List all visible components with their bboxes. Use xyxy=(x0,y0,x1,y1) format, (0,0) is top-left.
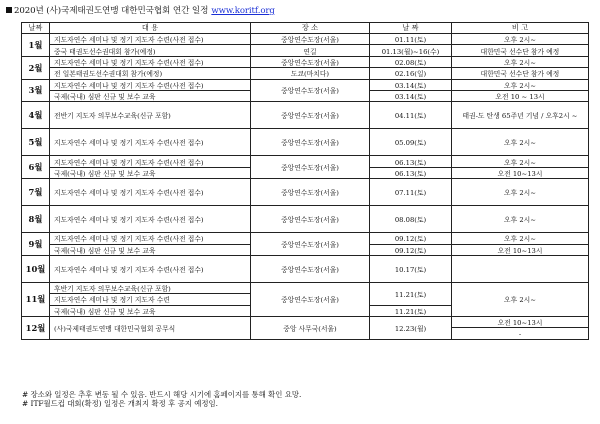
content-cell: 전반기 지도자 의무보수교육(신규 포함) xyxy=(50,102,251,129)
content-cell: 지도자연수 세미나 및 정기 지도자 수련(사전 접수) xyxy=(50,255,251,282)
content-cell: 국제(국내) 심판 신규 및 보수 교육 xyxy=(50,167,251,178)
table-row xyxy=(22,206,589,233)
content-cell: 국제(국내) 심판 신규 및 보수 교육 xyxy=(50,244,251,255)
date-cell: 01.11(토) xyxy=(370,34,452,45)
date-cell: 12.23(월) xyxy=(370,317,452,340)
content-cell: 중국 태권도선수권대회 참가(예정) xyxy=(50,45,251,56)
month-cell: 1월 xyxy=(22,34,50,57)
remarks-cell: 오후 2시~ xyxy=(452,79,589,90)
content-cell: 지도자연수 세미나 및 정기 지도자 수련(사전 접수) xyxy=(50,56,251,67)
month-cell: 6월 xyxy=(22,156,50,179)
remarks-cell: 대한민국 선수단 참가 예정 xyxy=(452,45,589,56)
month-cell: 8월 xyxy=(22,206,50,233)
date-cell: 05.09(토) xyxy=(370,129,452,156)
date-cell: 10.17(토) xyxy=(370,255,452,282)
place-cell: 중앙연수도장(서울) xyxy=(251,79,370,102)
month-cell: 9월 xyxy=(22,233,50,256)
header-place: 장 소 xyxy=(251,23,370,34)
remarks-cell: 오후 2시~ xyxy=(452,179,589,206)
header-month: 날짜 xyxy=(22,23,50,34)
place-cell: 중앙연수도장(서울) xyxy=(251,56,370,67)
content-cell: 지도자연수 세미나 및 정기 지도자 수련(사전 접수) xyxy=(50,79,251,90)
footnote-line: # ITF월드컵 대회(확정) 일정은 개최지 확정 후 공지 예정임. xyxy=(22,399,219,409)
date-cell: 01.13(월)~16(수) xyxy=(370,45,452,56)
remarks-cell: 오전 10~13시 xyxy=(452,317,589,328)
table-row xyxy=(22,129,589,156)
place-cell: 연길 xyxy=(251,45,370,56)
header-remarks: 비 고 xyxy=(452,23,589,34)
month-cell: 7월 xyxy=(22,179,50,206)
place-cell: 중앙연수도장(서울) xyxy=(251,102,370,129)
content-cell: 지도자연수 세미나 및 정기 지도자 수련(사전 접수) xyxy=(50,179,251,206)
date-cell: 07.11(토) xyxy=(370,179,452,206)
month-cell: 12월 xyxy=(22,317,50,340)
date-cell: 11.21(토) xyxy=(370,305,452,316)
square-bullet-icon xyxy=(6,7,12,13)
table-row xyxy=(22,68,589,79)
content-cell: 지도자연수 세미나 및 정기 지도자 수련(사전 접수) xyxy=(50,156,251,167)
month-cell: 11월 xyxy=(22,282,50,316)
content-cell: (사)국제태권도연맹 대한민국협회 공무식 xyxy=(50,317,251,340)
table-row xyxy=(22,34,589,45)
month-cell: 3월 xyxy=(22,79,50,102)
remarks-cell: 태권-도 탄생 65주년 기념 / 오후2시 ~ xyxy=(452,102,589,129)
remarks-cell: - xyxy=(452,328,589,339)
footnotes xyxy=(22,390,301,409)
table-row xyxy=(22,45,589,56)
table-row xyxy=(22,255,589,282)
annual-schedule-table xyxy=(21,22,589,340)
content-cell: 지도자연수 세미나 및 정기 지도자 수련 xyxy=(50,294,251,305)
month-cell: 10월 xyxy=(22,255,50,282)
place-cell: 중앙 사무국(서울) xyxy=(251,317,370,340)
content-cell: 지도자연수 세미나 및 정기 지도자 수련(사전 접수) xyxy=(50,34,251,45)
date-cell: 11.21(토) xyxy=(370,282,452,305)
remarks-cell: 대한민국 선수단 참가 예정 xyxy=(452,68,589,79)
place-cell: 중앙연수도장(서울) xyxy=(251,233,370,256)
remarks-cell: 오후 2시~ xyxy=(452,129,589,156)
remarks-cell: 오전 10~13시 xyxy=(452,167,589,178)
content-cell: 후반기 지도자 의무보수교육(신규 포함) xyxy=(50,282,251,293)
content-cell: 지도자연수 세미나 및 정기 지도자 수련(사전 접수) xyxy=(50,233,251,244)
month-cell: 4월 xyxy=(22,102,50,129)
table-row xyxy=(22,317,589,328)
place-cell: 중앙연수도장(서울) xyxy=(251,282,370,316)
place-cell: 도쿄(마치다) xyxy=(251,68,370,79)
header-row xyxy=(22,23,589,34)
date-cell: 09.12(토) xyxy=(370,233,452,244)
remarks-cell xyxy=(452,255,589,282)
month-cell: 5월 xyxy=(22,129,50,156)
remarks-cell: 오후 2시~ xyxy=(452,233,589,244)
place-cell: 중앙연수도장(서울) xyxy=(251,179,370,206)
content-cell: 국제(국내) 심판 신규 및 보수 교육 xyxy=(50,305,251,316)
title-text: 2020년 (사)국제태권도연맹 대한민국협회 연간 일정 xyxy=(14,6,209,16)
header-date: 날 짜 xyxy=(370,23,452,34)
header-content: 대 용 xyxy=(50,23,251,34)
table-row xyxy=(22,156,589,167)
date-cell: 08.08(토) xyxy=(370,206,452,233)
date-cell: 04.11(토) xyxy=(370,102,452,129)
date-cell: 02.08(토) xyxy=(370,56,452,67)
page-title xyxy=(6,4,275,16)
remarks-cell: 오후 2시~ xyxy=(452,156,589,167)
place-cell: 중앙연수도장(서울) xyxy=(251,34,370,45)
table-row xyxy=(22,282,589,293)
table-row xyxy=(22,233,589,244)
remarks-cell: 오전 10 ~ 13시 xyxy=(452,90,589,101)
website-link[interactable]: www.koritf.org xyxy=(211,6,275,16)
remarks-cell: 오후 2시~ xyxy=(452,206,589,233)
remarks-cell: 오후 2시~ xyxy=(452,34,589,45)
content-cell: 국제(국내) 심판 신규 및 보수 교육 xyxy=(50,90,251,101)
date-cell: 06.13(토) xyxy=(370,156,452,167)
place-cell: 중앙연수도장(서울) xyxy=(251,255,370,282)
content-cell: 전 일본태권도선수권대회 참가(예정) xyxy=(50,68,251,79)
month-cell: 2월 xyxy=(22,56,50,79)
remarks-cell: 오후 2시~ xyxy=(452,282,589,316)
place-cell: 중앙연수도장(서울) xyxy=(251,206,370,233)
footnote-line: # 장소와 일정은 추후 변동 될 수 있음. 반드시 해당 시기에 홈페이지를 통해 확인 요망. xyxy=(22,390,302,399)
remarks-cell: 오후 2시~ xyxy=(452,56,589,67)
table-row xyxy=(22,102,589,129)
table-row xyxy=(22,79,589,90)
date-cell: 02.16(일) xyxy=(370,68,452,79)
place-cell: 중앙연수도장(서울) xyxy=(251,129,370,156)
place-cell: 중앙연수도장(서울) xyxy=(251,156,370,179)
date-cell: 03.14(토) xyxy=(370,90,452,101)
date-cell: 09.12(토) xyxy=(370,244,452,255)
remarks-cell: 오전 10~13시 xyxy=(452,244,589,255)
table-row xyxy=(22,179,589,206)
table-row xyxy=(22,56,589,67)
content-cell: 지도자연수 세미나 및 정기 지도자 수련(사전 접수) xyxy=(50,129,251,156)
content-cell: 지도자연수 세미나 및 정기 지도자 수련(사전 접수) xyxy=(50,206,251,233)
date-cell: 06.13(토) xyxy=(370,167,452,178)
date-cell: 03.14(토) xyxy=(370,79,452,90)
